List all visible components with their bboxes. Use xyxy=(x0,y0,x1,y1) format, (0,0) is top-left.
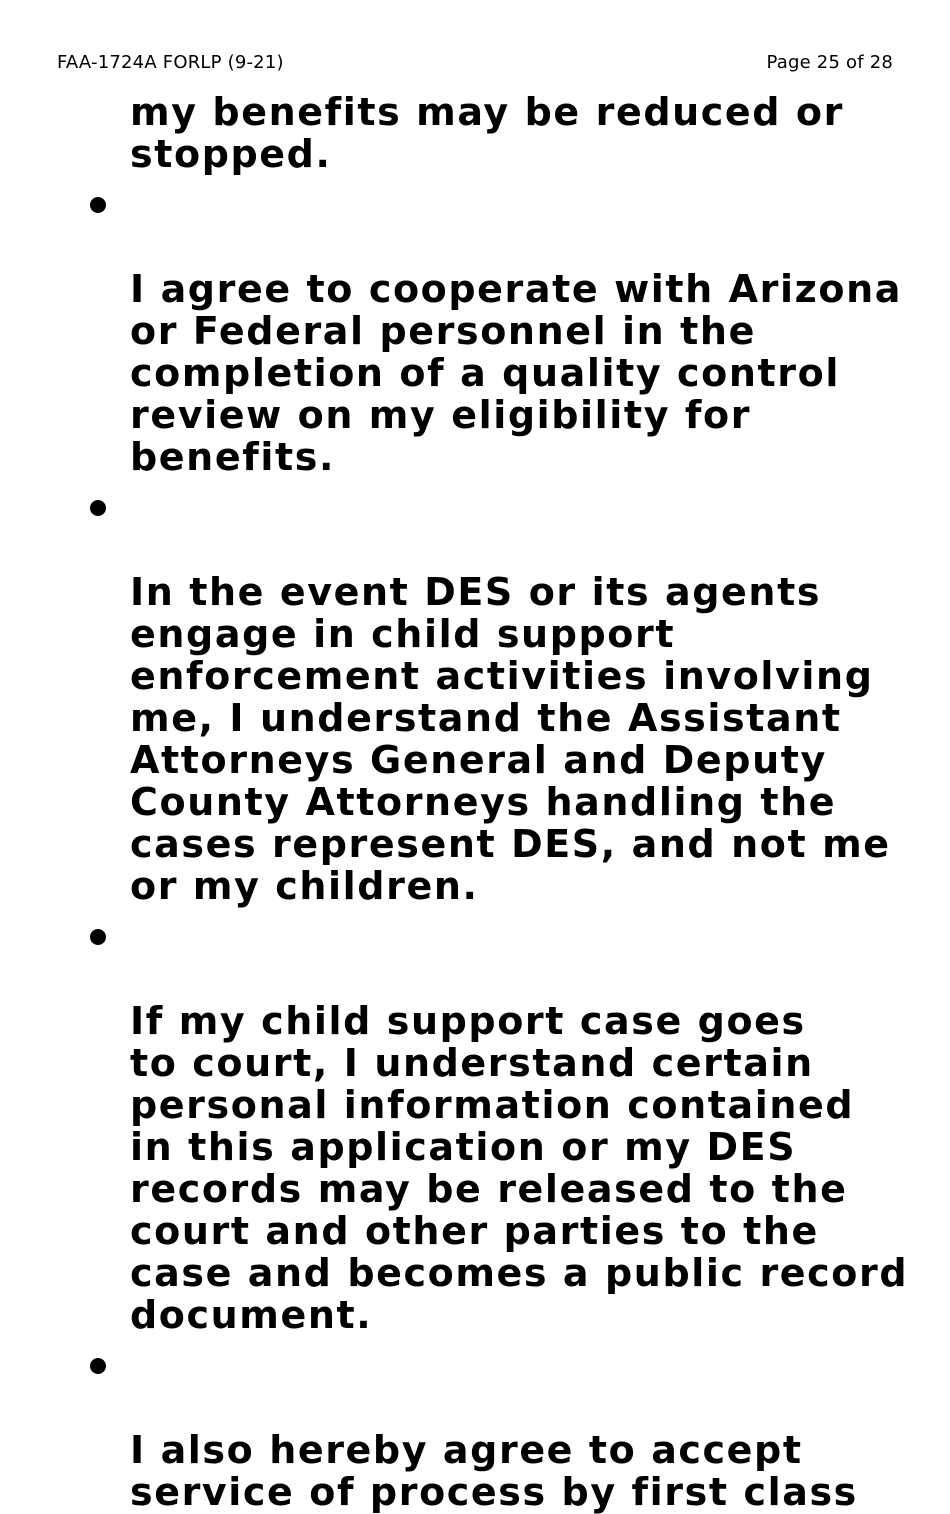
bullet-icon xyxy=(90,929,106,945)
bullet-text: I also hereby agree to accept service of process by first class xyxy=(130,1428,858,1514)
bullet-list xyxy=(130,184,930,1513)
page-number: Page 25 of 28 xyxy=(766,52,893,73)
bullet-item-service-of-process xyxy=(130,1345,930,1513)
bullet-icon xyxy=(90,500,106,516)
page-header xyxy=(57,50,893,76)
bullet-text: I agree to cooperate with Arizona or Federal personnel in the completion of a quality control review on my eligibility for benefits. xyxy=(130,267,902,479)
bullet-item-cooperate xyxy=(130,184,930,478)
bullet-item-court-records xyxy=(130,916,930,1336)
document-body xyxy=(130,91,930,1513)
bullet-icon xyxy=(90,197,106,213)
bullet-icon xyxy=(90,1358,106,1374)
form-id: FAA-1724A FORLP (9-21) xyxy=(57,52,284,73)
bullet-text: If my child support case goes to court, I understand certain personal information contained in this application or my DES records may be released to the court and other parties to the case and becomes a public record document. xyxy=(130,999,909,1337)
bullet-item-child-support-enforcement xyxy=(130,487,930,907)
bullet-text: In the event DES or its agents engage in child support enforcement activities involving me, I understand the Assistant Attorneys General and Deputy County Attorneys handling the cases represent DES, and not me or my children. xyxy=(130,570,891,908)
continuation-paragraph: my benefits may be reduced or stopped. xyxy=(130,90,844,176)
